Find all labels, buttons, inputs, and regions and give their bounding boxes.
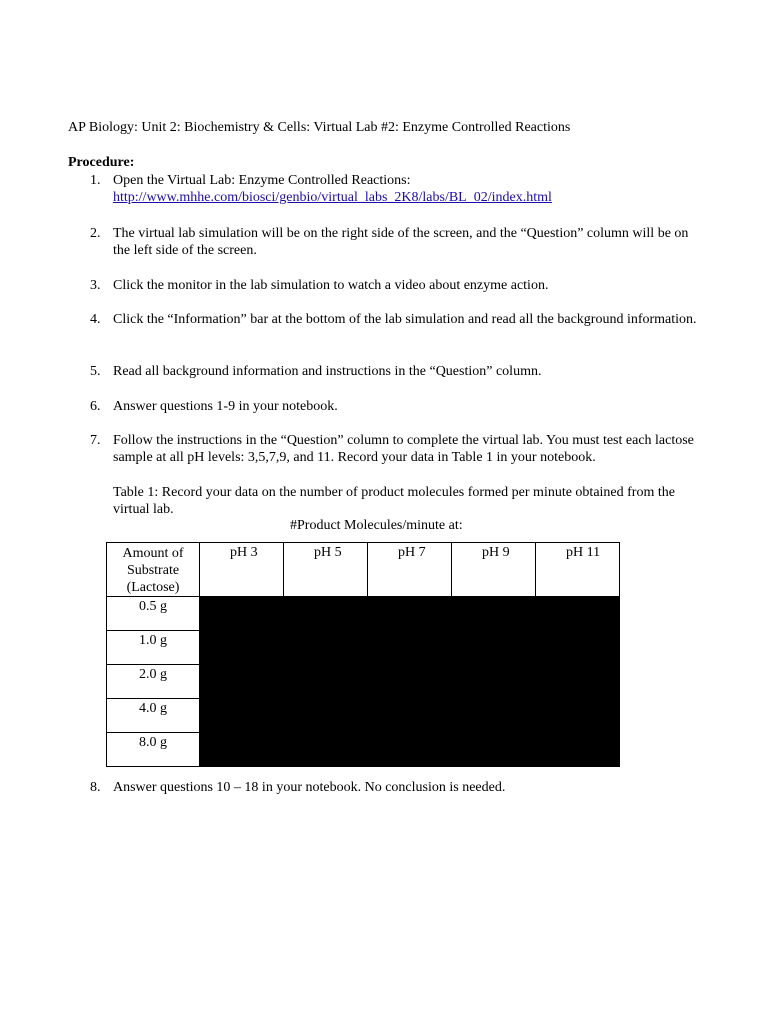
step-number: 5. bbox=[90, 364, 101, 379]
data-cell bbox=[536, 597, 620, 631]
substrate-amount: 0.5 g bbox=[107, 597, 200, 631]
data-cell bbox=[284, 733, 368, 767]
data-cell bbox=[452, 733, 536, 767]
step-text: Follow the instructions in the “Question” column to complete the virtual lab. You must test each lactose sample at all pH levels: 3,5,7,9, and 11. Record your data in Table 1 in your notebook. bbox=[113, 433, 694, 465]
ph-header: pH 9 bbox=[452, 543, 536, 597]
step-text: The virtual lab simulation will be on the right side of the screen, and the “Question” column will be on the left side of the screen. bbox=[113, 226, 689, 258]
data-cell bbox=[452, 665, 536, 699]
step-number: 8. bbox=[90, 780, 101, 795]
substrate-amount: 2.0 g bbox=[107, 665, 200, 699]
step-text: Click the monitor in the lab simulation to watch a video about enzyme action. bbox=[113, 278, 549, 293]
data-cell bbox=[368, 631, 452, 665]
step-number: 3. bbox=[90, 278, 101, 293]
substrate-header bbox=[107, 543, 200, 597]
data-cell bbox=[536, 699, 620, 733]
step-text: Answer questions 1-9 in your notebook. bbox=[113, 399, 338, 414]
header-line: Amount of bbox=[122, 546, 184, 561]
data-cell bbox=[368, 597, 452, 631]
ph-header: pH 7 bbox=[368, 543, 452, 597]
data-cell bbox=[536, 631, 620, 665]
data-cell bbox=[368, 699, 452, 733]
ph-header: pH 3 bbox=[200, 543, 284, 597]
step-number: 7. bbox=[90, 433, 101, 448]
data-cell bbox=[536, 665, 620, 699]
step-number: 6. bbox=[90, 399, 101, 414]
table-caption: Table 1: Record your data on the number of product molecules formed per minute obtained from the virtual lab. bbox=[113, 485, 675, 517]
substrate-amount: 8.0 g bbox=[107, 733, 200, 767]
step-text: Read all background information and instructions in the “Question” column. bbox=[113, 364, 542, 379]
data-cell bbox=[200, 597, 284, 631]
step-number: 2. bbox=[90, 226, 101, 241]
step-text: Click the “Information” bar at the bottom of the lab simulation and read all the background information. bbox=[113, 312, 697, 327]
data-cell bbox=[368, 733, 452, 767]
data-cell bbox=[200, 631, 284, 665]
substrate-amount: 1.0 g bbox=[107, 631, 200, 665]
table-header-row bbox=[107, 543, 620, 597]
data-cell bbox=[536, 733, 620, 767]
ph-header: pH 11 bbox=[536, 543, 620, 597]
table-row bbox=[107, 665, 620, 699]
data-cell bbox=[452, 631, 536, 665]
data-cell bbox=[452, 597, 536, 631]
data-cell bbox=[200, 699, 284, 733]
table-row bbox=[107, 631, 620, 665]
page-title: AP Biology: Unit 2: Biochemistry & Cells: Virtual Lab #2: Enzyme Controlled Reactions bbox=[68, 120, 571, 135]
step-text: Answer questions 10 – 18 in your notebook. No conclusion is needed. bbox=[113, 780, 506, 795]
data-cell bbox=[368, 665, 452, 699]
data-cell bbox=[452, 699, 536, 733]
header-line: (Lactose) bbox=[126, 580, 180, 595]
data-cell bbox=[284, 665, 368, 699]
data-cell bbox=[284, 699, 368, 733]
step-number: 1. bbox=[90, 173, 101, 188]
table-row bbox=[107, 597, 620, 631]
step-number: 4. bbox=[90, 312, 101, 327]
data-cell bbox=[284, 597, 368, 631]
virtual-lab-link[interactable]: http://www.mhhe.com/biosci/genbio/virtual_labs_2K8/labs/BL_02/index.html bbox=[113, 190, 552, 205]
data-cell bbox=[200, 733, 284, 767]
step-text: Open the Virtual Lab: Enzyme Controlled Reactions: bbox=[113, 173, 411, 188]
table-subheading: #Product Molecules/minute at: bbox=[290, 518, 463, 533]
table-row bbox=[107, 699, 620, 733]
ph-header: pH 5 bbox=[284, 543, 368, 597]
substrate-amount: 4.0 g bbox=[107, 699, 200, 733]
header-line: Substrate bbox=[126, 563, 180, 578]
data-cell bbox=[284, 631, 368, 665]
data-cell bbox=[200, 665, 284, 699]
procedure-heading: Procedure: bbox=[68, 155, 135, 170]
data-table bbox=[106, 542, 620, 767]
table-row bbox=[107, 733, 620, 767]
